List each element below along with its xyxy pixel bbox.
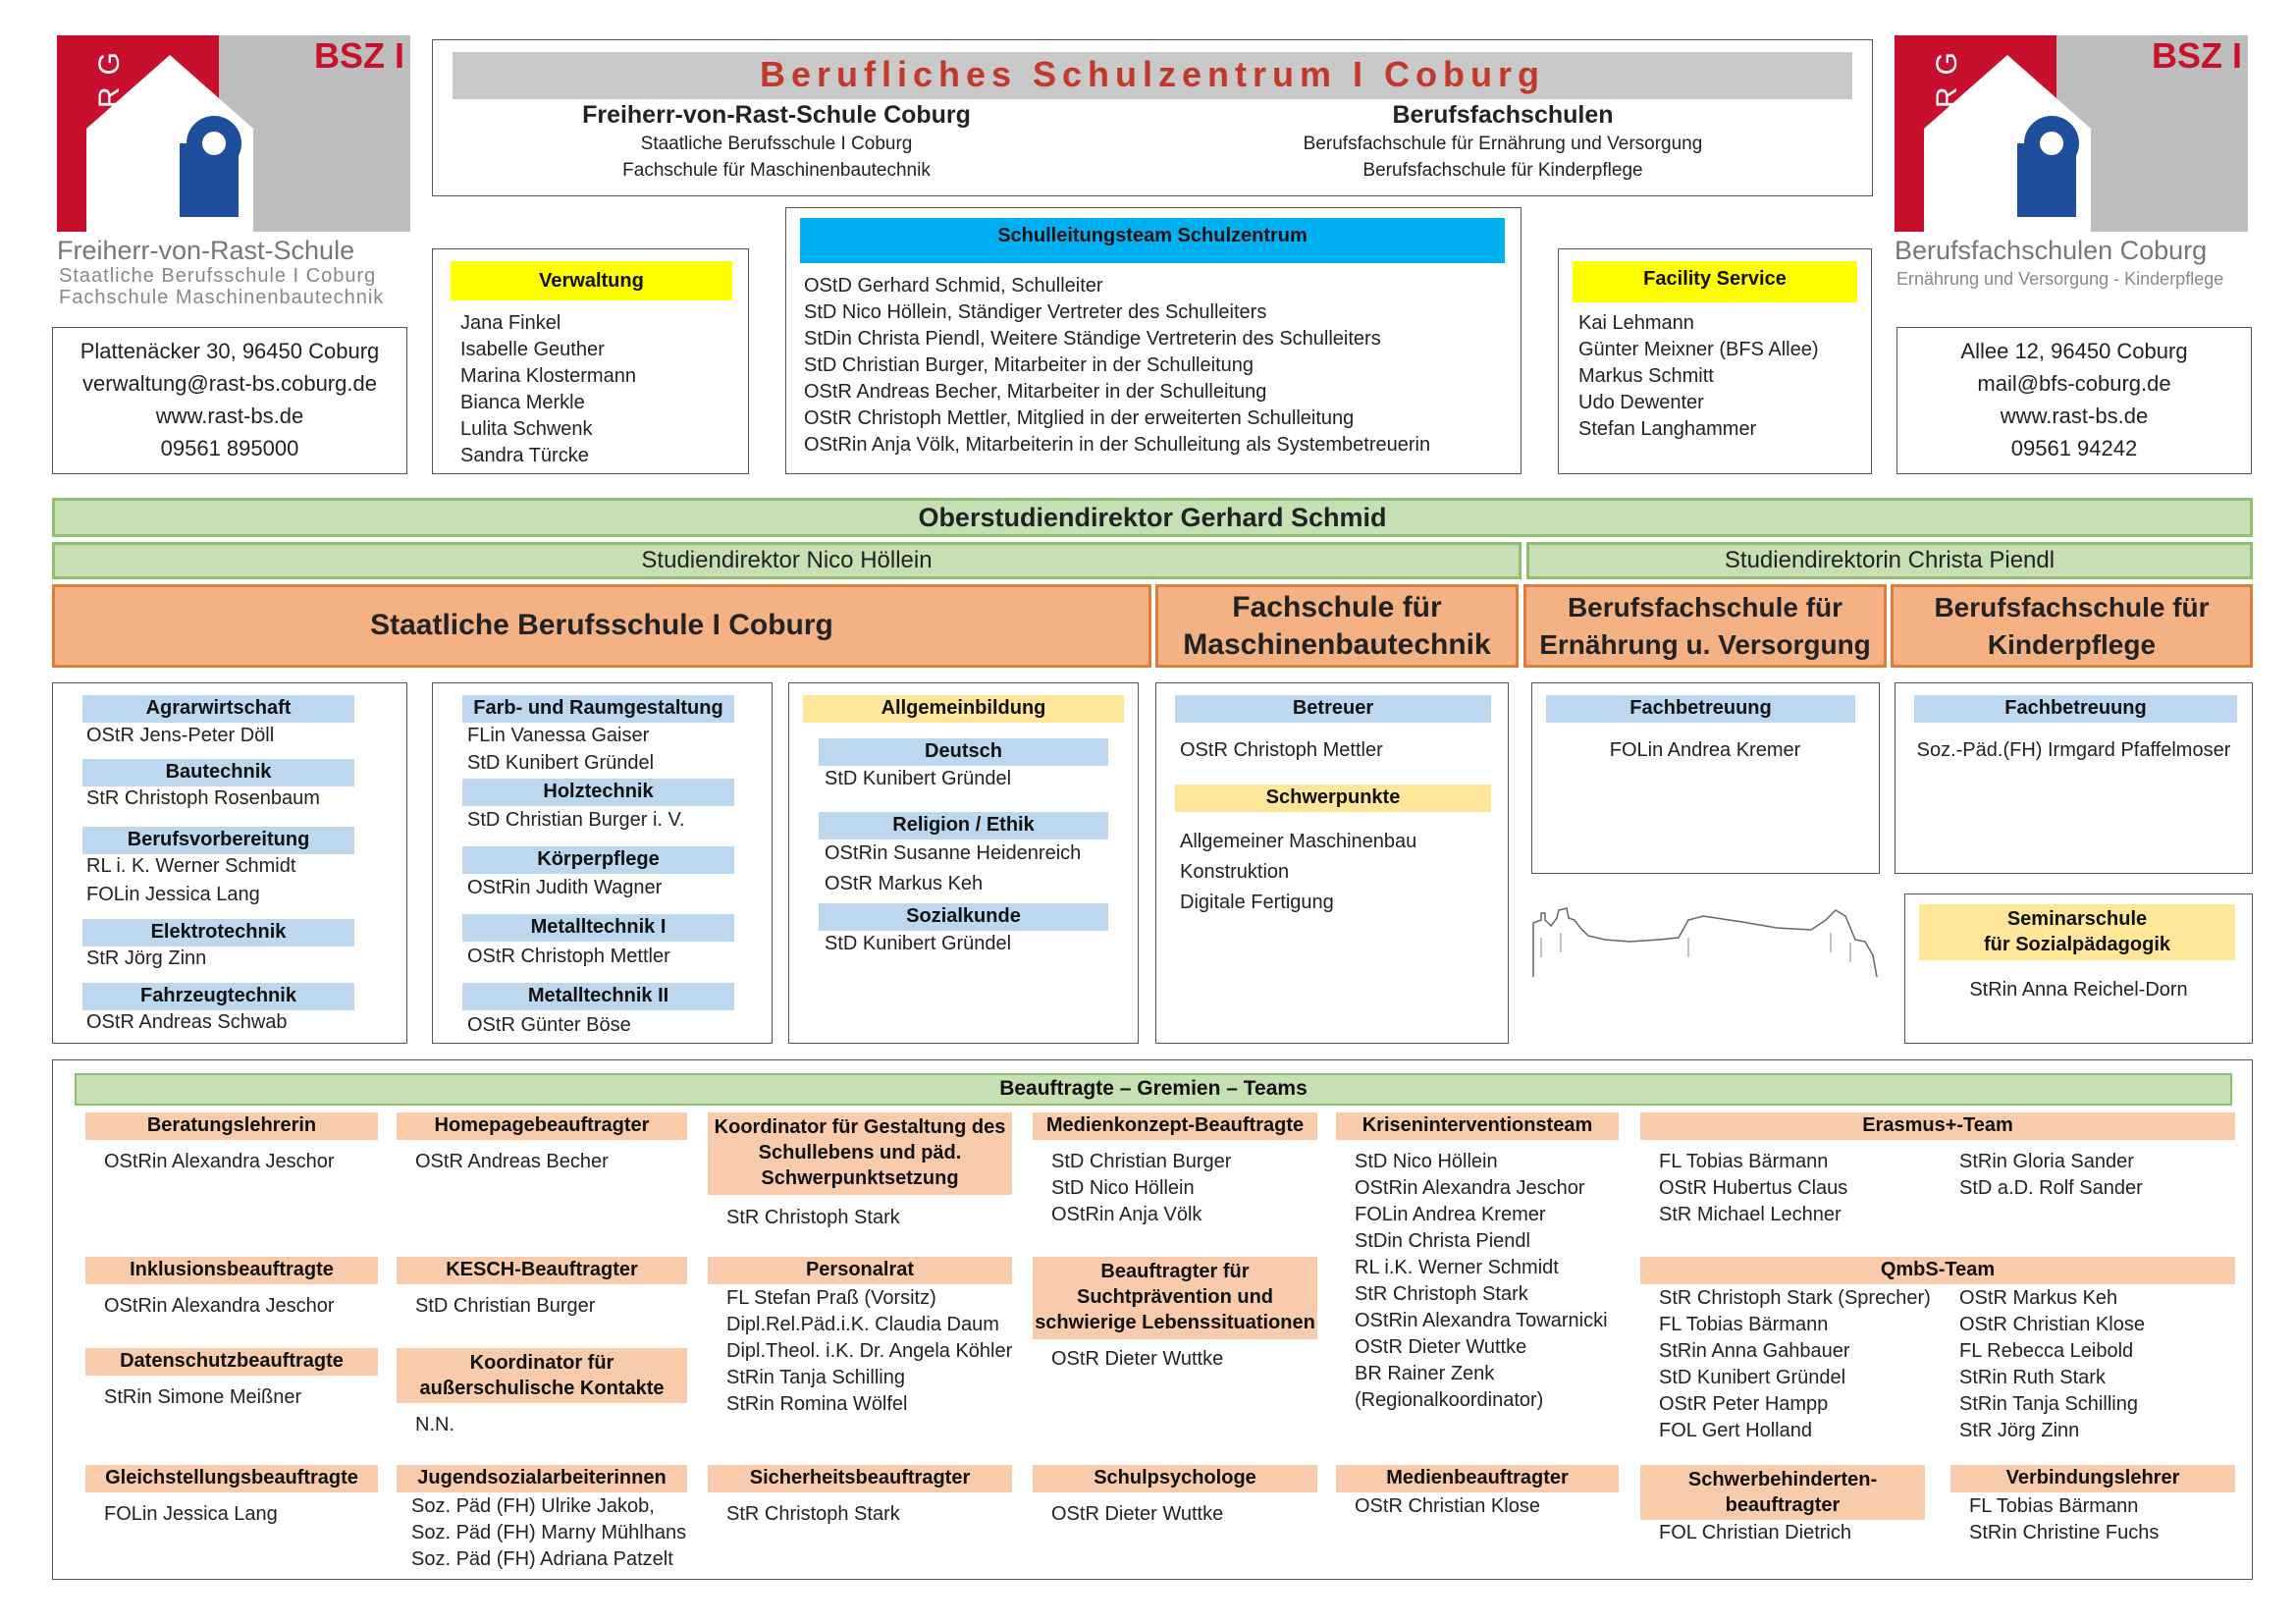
logo-line-2: Staatliche Berufsschule I Coburg (59, 265, 377, 287)
team-header: Medienbeauftragter (1336, 1465, 1619, 1492)
staff-name: FOLin Jessica Lang (86, 884, 260, 905)
staff-name: OStR Peter Hampp (1659, 1393, 1829, 1415)
staff-name: FOLin Andrea Kremer (1355, 1204, 1546, 1225)
staff-name: FL Tobias Bärmann (1659, 1314, 1829, 1335)
staff-name: StD Kunibert Gründel (1659, 1367, 1846, 1388)
facility-box (1558, 248, 1872, 474)
team-header (1033, 1257, 1317, 1339)
department-box-3 (788, 682, 1139, 1044)
school-fachschule (1155, 584, 1519, 668)
dept-header: Agrarwirtschaft (82, 695, 354, 723)
staff-name: FL Tobias Bärmann (1969, 1495, 2139, 1517)
team-members (415, 1412, 454, 1438)
logo-right (1895, 35, 2248, 310)
staff-name: StDin Christa Piendl (1355, 1230, 1530, 1252)
staff-name: OStR Markus Keh (1959, 1287, 2118, 1309)
staff-name: OStRin Susanne Heidenreich (825, 842, 1082, 864)
staff-name: Günter Meixner (BFS Allee) (1578, 339, 1819, 360)
logo-vertical-text: COBURG (1930, 40, 1963, 241)
team-header: Medienkonzept-Beauftragte (1033, 1112, 1317, 1140)
focus-item: Digitale Fertigung (1180, 892, 1334, 913)
team-header: Schulpsychologe (1033, 1465, 1317, 1492)
teams-box (52, 1059, 2253, 1580)
school-bfs-kinderpflege (1891, 584, 2253, 668)
department-box-2 (432, 682, 773, 1044)
staff-name: FOL Christian Dietrich (1659, 1522, 1851, 1543)
team-header: Erasmus+-Team (1640, 1112, 2235, 1140)
staff-name: OStRin Anja Völk (1051, 1204, 1202, 1225)
team-header-line: Suchtprävention und (1077, 1286, 1273, 1308)
title-box (432, 39, 1873, 196)
department-box-6 (1895, 682, 2253, 874)
team-members (726, 1205, 900, 1231)
ostd-label: Oberstudiendirektor Gerhard Schmid (918, 503, 1387, 532)
verwaltung-box (432, 248, 749, 474)
std-left-bar (52, 542, 1522, 579)
dept-header: Betreuer (1175, 695, 1491, 723)
staff-name: StRin Simone Meißner (104, 1386, 302, 1408)
staff-name: StR Christoph Stark (Sprecher) (1659, 1287, 1931, 1309)
team-members (1051, 1501, 1223, 1528)
team-header-line: beauftragter (1725, 1494, 1841, 1516)
staff-name: OStRin Anja Völk, Mitarbeiterin in der Schulleitung als Systembetreuerin (804, 434, 1431, 456)
team-members (1969, 1493, 2159, 1546)
staff-name: Udo Dewenter (1578, 392, 1704, 413)
staff-name: OStR Markus Keh (825, 873, 984, 894)
staff-name: StD Nico Höllein (1355, 1151, 1498, 1172)
focus-item: Allgemeiner Maschinenbau (1180, 831, 1417, 852)
staff-name: FOL Gert Holland (1659, 1420, 1812, 1441)
staff-name: Marina Klostermann (460, 365, 636, 387)
team-members (726, 1285, 1012, 1418)
dept-header: Farb- und Raumgestaltung (462, 695, 734, 723)
team-members (1051, 1149, 1231, 1228)
team-members (1659, 1285, 1931, 1444)
dept-header: Fachbetreuung (1546, 695, 1855, 723)
facility-list (1578, 310, 1819, 443)
school-label: Maschinenbautechnik (1183, 628, 1491, 661)
team-header-line: Schwerpunktsetzung (761, 1167, 959, 1189)
staff-name: OStRin Alexandra Towarnicki (1355, 1310, 1608, 1331)
department-box-1 (52, 682, 407, 1044)
team-members (415, 1149, 609, 1175)
dept-header: Religion / Ethik (819, 812, 1108, 839)
dept-header: Allgemeinbildung (803, 695, 1124, 723)
staff-name: StD Nico Höllein, Ständiger Vertreter des Schulleiters (804, 301, 1267, 323)
logo-vertical-text: COBURG (92, 40, 126, 241)
school-label: Berufsfachschule für (1934, 592, 2210, 623)
dept-header: Fahrzeugtechnik (82, 983, 354, 1010)
team-header: Inklusionsbeauftragte (85, 1257, 378, 1284)
staff-name: StR Christoph Stark (726, 1503, 900, 1525)
staff-name: StD Kunibert Gründel (825, 768, 1012, 789)
logo-line-1: Berufsfachschulen Coburg (1895, 236, 2208, 265)
staff-name: StD Christian Burger (1051, 1151, 1232, 1172)
school-label: Berufsfachschule für (1567, 592, 1843, 623)
std-right-bar (1526, 542, 2253, 579)
staff-name: StRin Tanja Schilling (1959, 1393, 2138, 1415)
logo-line-3: Fachschule Maschinenbautechnik (59, 287, 385, 308)
school-label: Kinderpflege (1987, 629, 2157, 660)
staff-name: OStR Günter Böse (467, 1014, 631, 1036)
school-berufsschule (52, 584, 1151, 668)
staff-name: StD a.D. Rolf Sander (1959, 1177, 2143, 1199)
school-label: Ernährung u. Versorgung (1539, 629, 1871, 660)
logo-left (57, 35, 410, 310)
dept-header: Körperpflege (462, 846, 734, 874)
team-members (104, 1501, 278, 1528)
team-members (104, 1149, 335, 1175)
staff-name: OStR Christoph Mettler (467, 946, 670, 967)
team-members (411, 1493, 686, 1573)
staff-name: Markus Schmitt (1578, 365, 1714, 387)
verwaltung-list (460, 310, 636, 469)
staff-name: OStR Dieter Wuttke (1051, 1503, 1224, 1525)
schulleitung-box (785, 207, 1522, 474)
staff-name: OStRin Alexandra Jeschor (104, 1295, 335, 1317)
team-header-line: Koordinator für (469, 1352, 614, 1374)
address: Allee 12, 96450 Coburg (1960, 339, 2188, 363)
seminar-subtitle: für Sozialpädagogik (1983, 934, 2171, 955)
staff-name: StR Christoph Stark (726, 1207, 900, 1228)
staff-name: OStRin Alexandra Jeschor (104, 1151, 335, 1172)
staff-name: OStR Christian Klose (1959, 1314, 2145, 1335)
staff-name: Soz. Päd (FH) Adriana Patzelt (411, 1548, 673, 1570)
staff-name: BR Rainer Zenk (1355, 1363, 1495, 1384)
team-members (1959, 1285, 2145, 1444)
team-header: Datenschutzbeauftragte (85, 1348, 378, 1376)
team-members (1051, 1346, 1223, 1373)
team-members (726, 1501, 900, 1528)
email-link[interactable]: verwaltung@rast-bs.coburg.de (82, 371, 377, 396)
staff-name: RL i. K. Werner Schmidt (86, 855, 296, 877)
contact-left (52, 327, 407, 474)
dept-header: Sozialkunde (819, 903, 1108, 931)
team-header-line: schwierige Lebenssituationen (1035, 1312, 1315, 1333)
staff-name: Sandra Türcke (460, 445, 589, 466)
team-header: Beratungslehrerin (85, 1112, 378, 1140)
staff-name: StR Christoph Rosenbaum (86, 787, 320, 809)
team-header: QmbS-Team (1640, 1257, 2235, 1284)
staff-name: Lulita Schwenk (460, 418, 593, 440)
staff-name: Bianca Merkle (460, 392, 585, 413)
logo-mark: BSZ I (2152, 35, 2243, 76)
std-left-label: Studiendirektor Nico Höllein (641, 547, 933, 573)
staff-name: FL Stefan Praß (Vorsitz) (726, 1287, 936, 1309)
team-header: Verbindungslehrer (1950, 1465, 2235, 1492)
dept-header: Berufsvorbereitung (82, 827, 354, 854)
staff-name: Jana Finkel (460, 312, 561, 334)
staff-name: OStRin Alexandra Jeschor (1355, 1177, 1585, 1199)
dept-header: Holztechnik (462, 779, 734, 806)
seminar-header (1919, 904, 2235, 960)
team-header: Gleichstellungsbeauftragte (85, 1465, 378, 1492)
team-header-line: Schwerbehinderten- (1687, 1469, 1878, 1490)
title-right-line-1: Berufsfachschule für Ernährung und Versorgung (1303, 134, 1703, 154)
staff-name: FL Tobias Bärmann (1659, 1151, 1829, 1172)
std-right-label: Studiendirektorin Christa Piendl (1724, 547, 2056, 573)
staff-name: Kai Lehmann (1578, 312, 1694, 334)
staff-name: Stefan Langhammer (1578, 418, 1757, 440)
team-header: KESCH-Beauftragter (397, 1257, 687, 1284)
staff-name: OStR Dieter Wuttke (1355, 1336, 1527, 1358)
phone: 09561 94242 (2010, 436, 2138, 460)
team-header-line: außerschulische Kontakte (419, 1378, 665, 1399)
dept-header: Metalltechnik I (462, 914, 734, 942)
phone: 09561 895000 (160, 436, 299, 460)
team-members (104, 1293, 335, 1320)
email-link[interactable]: mail@bfs-coburg.de (1977, 371, 2171, 396)
staff-name: OStR Dieter Wuttke (1051, 1348, 1224, 1370)
staff-name: StD Kunibert Gründel (825, 933, 1012, 954)
staff-name: StR Christoph Stark (1355, 1283, 1528, 1305)
team-members (1659, 1520, 1851, 1546)
staff-name: (Regionalkoordinator) (1355, 1389, 1544, 1411)
school-bfs-ernaehrung (1523, 584, 1887, 668)
team-header-line: Beauftragter für (1100, 1261, 1250, 1282)
staff-name: Soz. Päd (FH) Ulrike Jakob, (411, 1495, 655, 1517)
logo-line-2: Ernährung und Versorgung - Kinderpflege (1896, 269, 2224, 289)
staff-name: OStR Andreas Becher (415, 1151, 609, 1172)
contact-right (1896, 327, 2252, 474)
team-header: Homepagebeauftragter (397, 1112, 687, 1140)
staff-name: StRin Anna Reichel-Dorn (1969, 979, 2188, 1001)
staff-name: OStD Gerhard Schmid, Schulleiter (804, 275, 1103, 297)
seminar-box (1904, 893, 2253, 1044)
title-right-head: Berufsfachschulen (1392, 101, 1614, 129)
logo-mark: BSZ I (314, 35, 405, 76)
staff-name: Soz. Päd (FH) Marny Mühlhans (411, 1522, 687, 1543)
staff-name: StRin Christine Fuchs (1969, 1522, 2160, 1543)
team-members (1355, 1149, 1608, 1414)
staff-name: FL Rebecca Leibold (1959, 1340, 2134, 1362)
team-members (1959, 1149, 2143, 1202)
staff-name: StD Kunibert Gründel (467, 752, 655, 774)
staff-name: StD Nico Höllein (1051, 1177, 1195, 1199)
staff-name: Soz.-Päd.(FH) Irmgard Pfaffelmoser (1916, 739, 2231, 761)
staff-name: Dipl.Theol. i.K. Dr. Angela Köhler (726, 1340, 1013, 1362)
dept-header: Deutsch (819, 738, 1108, 766)
department-box-4 (1155, 682, 1509, 1044)
castle-sketch-icon (1531, 898, 1880, 982)
logo-line-1: Freiherr-von-Rast-Schule (57, 236, 355, 265)
dept-header: Metalltechnik II (462, 983, 734, 1010)
staff-name: StDin Christa Piendl, Weitere Ständige Vertreterin des Schulleiters (804, 328, 1381, 350)
staff-name: StRin Ruth Stark (1959, 1367, 2106, 1388)
staff-name: StRin Anna Gahbauer (1659, 1340, 1850, 1362)
staff-name: StD Christian Burger i. V. (467, 809, 685, 831)
dept-header: Schwerpunkte (1175, 785, 1491, 812)
staff-name: OStR Jens-Peter Döll (86, 725, 275, 746)
ostd-bar (52, 498, 2253, 537)
staff-name: StR Jörg Zinn (86, 947, 207, 969)
staff-name: OStRin Judith Wagner (467, 877, 663, 898)
staff-name: FLin Vanessa Gaiser (467, 725, 650, 746)
teams-header: Beauftragte – Gremien – Teams (75, 1073, 2232, 1106)
staff-name: FOLin Jessica Lang (104, 1503, 278, 1525)
seminar-title: Seminarschule (2006, 908, 2148, 930)
staff-name: OStR Christoph Mettler (1180, 739, 1383, 761)
schulleitung-header: Schulleitungsteam Schulzentrum (800, 218, 1505, 263)
dept-header: Fachbetreuung (1914, 695, 2237, 723)
title-right-line-2: Berufsfachschule für Kinderpflege (1362, 160, 1643, 181)
team-header: Jugendsozialarbeiterinnen (397, 1465, 687, 1492)
team-members (415, 1293, 595, 1320)
staff-name: StD Christian Burger, Mitarbeiter in der Schulleitung (804, 354, 1254, 376)
department-box-5 (1531, 682, 1880, 874)
facility-header: Facility Service (1573, 261, 1857, 302)
verwaltung-header: Verwaltung (451, 261, 732, 300)
page-title: Berufliches Schulzentrum I Coburg (759, 54, 1546, 94)
schulleitung-list (804, 273, 1430, 459)
title-left-line-1: Staatliche Berufsschule I Coburg (640, 134, 913, 154)
team-header: Personalrat (708, 1257, 1012, 1284)
staff-name: OStR Christian Klose (1355, 1495, 1540, 1517)
dept-header: Elektrotechnik (82, 919, 354, 947)
focus-item: Konstruktion (1180, 861, 1290, 883)
title-left-head: Freiherr-von-Rast-Schule Coburg (582, 101, 971, 129)
title-left-line-2: Fachschule für Maschinenbautechnik (622, 160, 931, 181)
staff-name: StR Jörg Zinn (1959, 1420, 2080, 1441)
staff-name: OStR Andreas Schwab (86, 1011, 288, 1033)
staff-name: StD Christian Burger (415, 1295, 596, 1317)
staff-name: StR Michael Lechner (1659, 1204, 1842, 1225)
staff-name: FOLin Andrea Kremer (1609, 739, 1801, 761)
staff-name: OStR Hubertus Claus (1659, 1177, 1848, 1199)
dept-header: Bautechnik (82, 759, 354, 786)
staff-name: Dipl.Rel.Päd.i.K. Claudia Daum (726, 1314, 999, 1335)
staff-name: N.N. (415, 1414, 454, 1435)
team-header (1640, 1465, 1925, 1520)
school-label: Fachschule für (1232, 591, 1442, 623)
staff-name: OStR Andreas Becher, Mitarbeiter in der Schulleitung (804, 381, 1267, 403)
staff-name: StRin Tanja Schilling (726, 1367, 905, 1388)
website-link[interactable]: www.rast-bs.de (155, 404, 304, 428)
team-header-line: Schullebens und päd. (758, 1142, 962, 1164)
website-link[interactable]: www.rast-bs.de (2000, 404, 2149, 428)
staff-name: StRin Romina Wölfel (726, 1393, 908, 1415)
staff-name: RL i.K. Werner Schmidt (1355, 1257, 1559, 1278)
team-members (104, 1384, 301, 1411)
staff-name: StRin Gloria Sander (1959, 1151, 2134, 1172)
team-header (708, 1112, 1012, 1195)
team-members (1659, 1149, 1847, 1228)
staff-name: Isabelle Geuther (460, 339, 605, 360)
staff-name: OStR Christoph Mettler, Mitglied in der erweiterten Schulleitung (804, 407, 1355, 429)
school-label: Staatliche Berufsschule I Coburg (370, 609, 833, 641)
team-header: Sicherheitsbeauftragter (708, 1465, 1012, 1492)
team-members (1355, 1493, 1540, 1520)
team-header-line: Koordinator für Gestaltung des (714, 1116, 1006, 1138)
address: Plattenäcker 30, 96450 Coburg (80, 339, 380, 363)
team-header: Kriseninterventionsteam (1336, 1112, 1619, 1140)
team-header (397, 1348, 687, 1403)
